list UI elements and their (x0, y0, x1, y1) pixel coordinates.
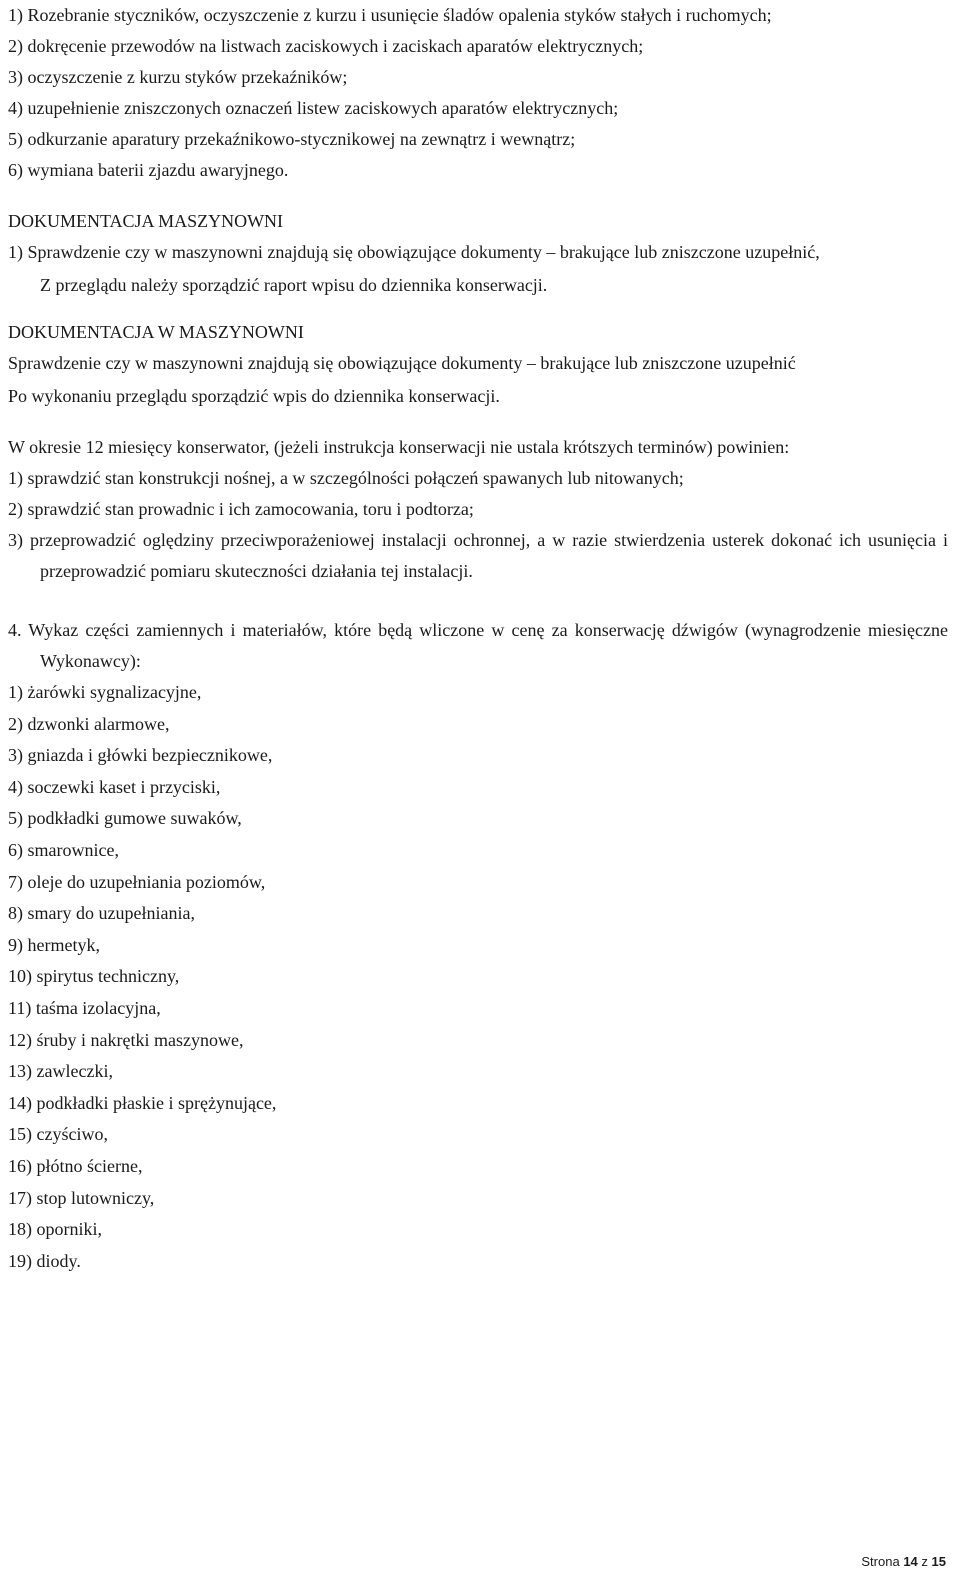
list-item: 14) podkładki płaskie i sprężynujące, (8, 1092, 277, 1113)
section-heading: DOKUMENTACJA MASZYNOWNI (8, 211, 284, 231)
list-item: 11) taśma izolacyjna, (8, 997, 161, 1018)
maintenance-list (8, 0, 948, 186)
list-item: 18) oporniki, (8, 1219, 102, 1240)
list-item: 3) przeprowadzić oględziny przeciwporażeniowej instalacji ochronnej, a w razie stwierdzenia usterek dokonać ich usunięcia i przeprowadzić pomiaru skuteczności działania tej instalacji. (8, 530, 948, 581)
parts-section (8, 615, 948, 1277)
list-item: 6) wymiana baterii zjazdu awaryjnego. (8, 160, 289, 180)
section-note: Po wykonaniu przeglądu sporządzić wpis do dziennika konserwacji. (8, 386, 500, 406)
list-item: 10) spirytus techniczny, (8, 966, 180, 987)
section-intro: W okresie 12 miesięcy konserwator, (jeżeli instrukcja konserwacji nie ustala krótszych terminów) powinien: (8, 437, 790, 457)
list-item: 13) zawleczki, (8, 1061, 113, 1082)
list-item: 3) oczyszczenie z kurzu styków przekaźników; (8, 67, 348, 87)
list-item: 3) gniazda i główki bezpiecznikowe, (8, 745, 273, 766)
list-item: 1) Sprawdzenie czy w maszynowni znajdują się obowiązujące dokumenty – brakujące lub zniszczone uzupełnić, (8, 242, 820, 262)
list-item: 8) smary do uzupełniania, (8, 903, 195, 924)
footer-current-page: 14 (903, 1554, 918, 1569)
list-item: 9) hermetyk, (8, 934, 100, 955)
page-number-footer (861, 1554, 946, 1569)
list-item: 19) diody. (8, 1250, 81, 1271)
section-heading: 4. Wykaz części zamiennych i materiałów, które będą wliczone w cenę za konserwację dźwigów (wynagrodzenie miesięczne Wykonawcy): (8, 620, 948, 671)
footer-separator: z (921, 1554, 928, 1569)
parts-list (8, 677, 948, 1277)
list-item: 2) sprawdzić stan prowadnic i ich zamocowania, toru i podtorza; (8, 499, 474, 519)
list-item: 2) dokręcenie przewodów na listwach zaciskowych i zaciskach aparatów elektrycznych; (8, 36, 644, 56)
list-item: 5) podkładki gumowe suwaków, (8, 808, 242, 829)
doc-section-2 (8, 317, 948, 412)
list-item: 6) smarownice, (8, 839, 119, 860)
list-item: 5) odkurzanie aparatury przekaźnikowo-stycznikowej na zewnątrz i wewnątrz; (8, 129, 576, 149)
list-item: 7) oleje do uzupełniania poziomów, (8, 871, 266, 892)
list-item: 17) stop lutowniczy, (8, 1187, 155, 1208)
footer-total-pages: 15 (931, 1554, 946, 1569)
section-note: Z przeglądu należy sporządzić raport wpisu do dziennika konserwacji. (40, 275, 548, 295)
list-item: 16) płótno ścierne, (8, 1155, 143, 1176)
list-item: 12) śruby i nakrętki maszynowe, (8, 1029, 244, 1050)
footer-label: Strona (861, 1554, 900, 1569)
document-page (8, 0, 948, 1277)
list-item: 1) żarówki sygnalizacyjne, (8, 682, 202, 702)
paragraph: Sprawdzenie czy w maszynowni znajdują się obowiązujące dokumenty – brakujące lub zniszczone uzupełnić (8, 353, 796, 373)
list-item: 4) soczewki kaset i przyciski, (8, 776, 221, 797)
list-item: 1) Rozebranie styczników, oczyszczenie z kurzu i usunięcie śladów opalenia styków stałych i ruchomych; (8, 5, 772, 25)
list-item: 15) czyściwo, (8, 1124, 108, 1145)
section-heading: DOKUMENTACJA W MASZYNOWNI (8, 322, 304, 342)
doc-section-1 (8, 206, 948, 301)
list-item: 2) dzwonki alarmowe, (8, 713, 170, 734)
list-item: 1) sprawdzić stan konstrukcji nośnej, a w szczególności połączeń spawanych lub nitowanych; (8, 468, 684, 488)
twelve-month-section (8, 432, 948, 587)
list-item: 4) uzupełnienie zniszczonych oznaczeń listew zaciskowych aparatów elektrycznych; (8, 98, 619, 118)
